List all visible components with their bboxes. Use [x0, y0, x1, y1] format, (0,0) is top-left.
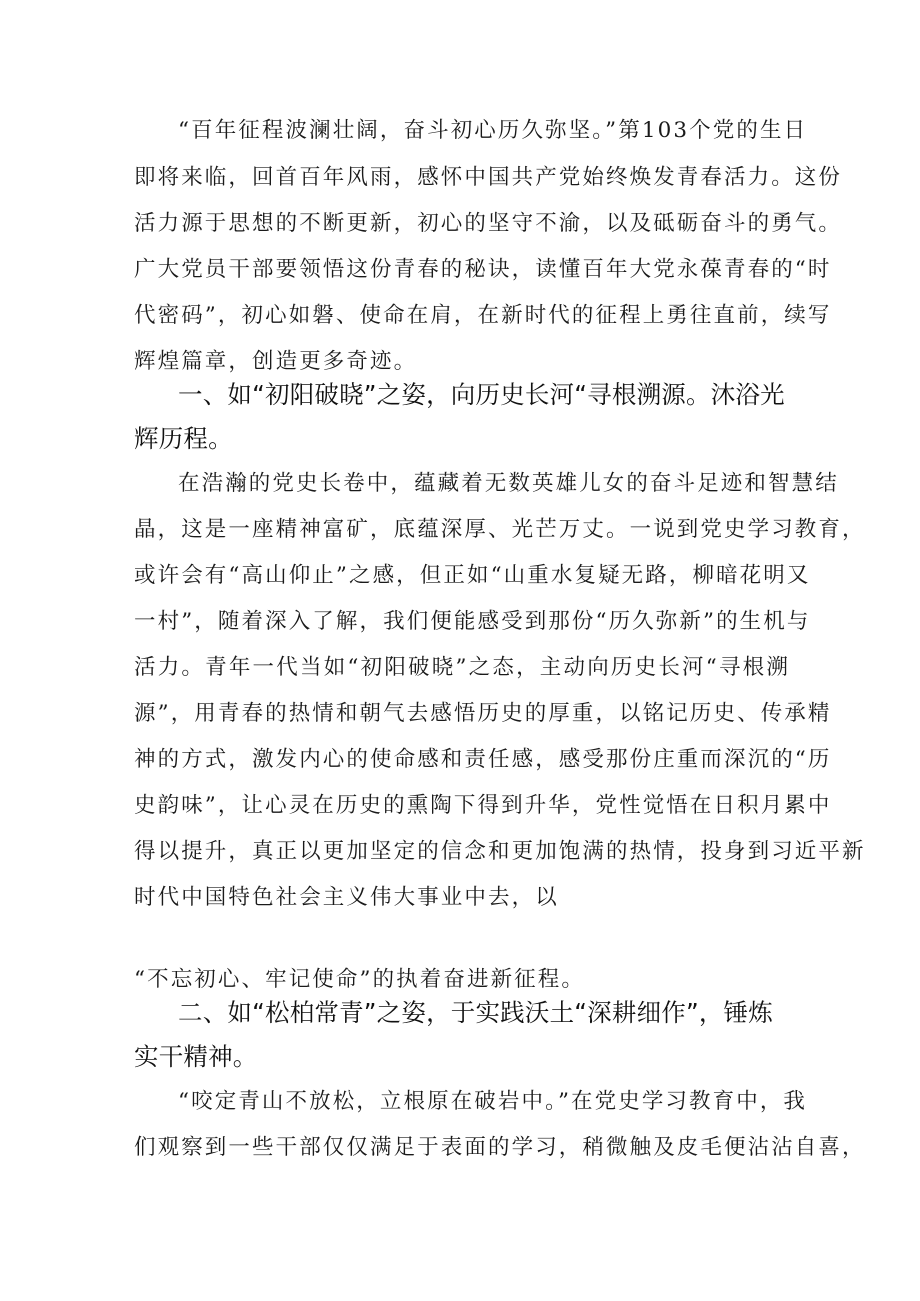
paragraph-line: 在浩瀚的党史长卷中，蕴藏着无数英雄儿女的奋斗足迹和智慧结 [178, 471, 839, 496]
paragraph-line: 活力源于思想的不断更新，初心的坚守不渝，以及砥砺奋斗的勇气。 [134, 211, 843, 236]
paragraph-line: “百年征程波澜壮阔，奋斗初心历久弥坚。”第103个党的生日 [178, 118, 808, 143]
paragraph-line: 一村”，随着深入了解，我们便能感受到那份“历久弥新”的生机与 [134, 609, 811, 634]
paragraph-line: 活力。青年一代当如“初阳破晓”之态，主动向历史长河“寻根溯 [134, 655, 790, 680]
paragraph-line: 辉煌篇章，创造更多奇迹。 [134, 349, 418, 374]
paragraph-line: 源”，用青春的热情和朝气去感悟历史的厚重，以铭记历史、传承精 [134, 701, 832, 726]
paragraph-line: 代密码”，初心如磐、使命在肩，在新时代的征程上勇往直前，续写 [134, 303, 832, 328]
paragraph-line: 史韵味”，让心灵在历史的熏陶下得到升华，党性觉悟在日积月累中 [134, 793, 832, 818]
paragraph-line: 或许会有“高山仰止”之感，但正如“山重水复疑无路，柳暗花明又 [134, 563, 811, 588]
paragraph-line: 神的方式，激发内心的使命感和责任感，感受那份庄重而深沉的“历 [134, 747, 832, 772]
heading-line: 一、如“初阳破晓”之姿，向历史长河“寻根溯源。沐浴光 [178, 380, 785, 409]
heading-line: 辉历程。 [134, 424, 233, 453]
paragraph-line: 广大党员干部要领悟这份青春的秘诀，读懂百年大党永葆青春的“时 [134, 257, 832, 282]
heading-line: 实干精神。 [134, 1042, 258, 1071]
paragraph-line: 时代中国特色社会主义伟大事业中去，以 [134, 885, 559, 910]
paragraph-line: 们观察到一些干部仅仅满足于表面的学习，稍微触及皮毛便沾沾自喜， [134, 1135, 866, 1160]
paragraph-line: 晶，这是一座精神富矿，底蕴深厚、光芒万丈。一说到党史学习教育， [134, 517, 866, 542]
paragraph-line: 即将来临，回首百年风雨，感怀中国共产党始终焕发青春活力。这份 [134, 165, 843, 190]
heading-line: 二、如“松柏常青”之姿，于实践沃土“深耕细作”，锤炼 [178, 998, 773, 1027]
paragraph-line: 得以提升，真正以更加坚定的信念和更加饱满的热情，投身到习近平新 [134, 839, 866, 864]
paragraph-line: “咬定青山不放松，立根原在破岩中。”在党史学习教育中，我 [178, 1089, 808, 1114]
paragraph-line: “不忘初心、牢记使命”的执着奋进新征程。 [134, 967, 585, 992]
